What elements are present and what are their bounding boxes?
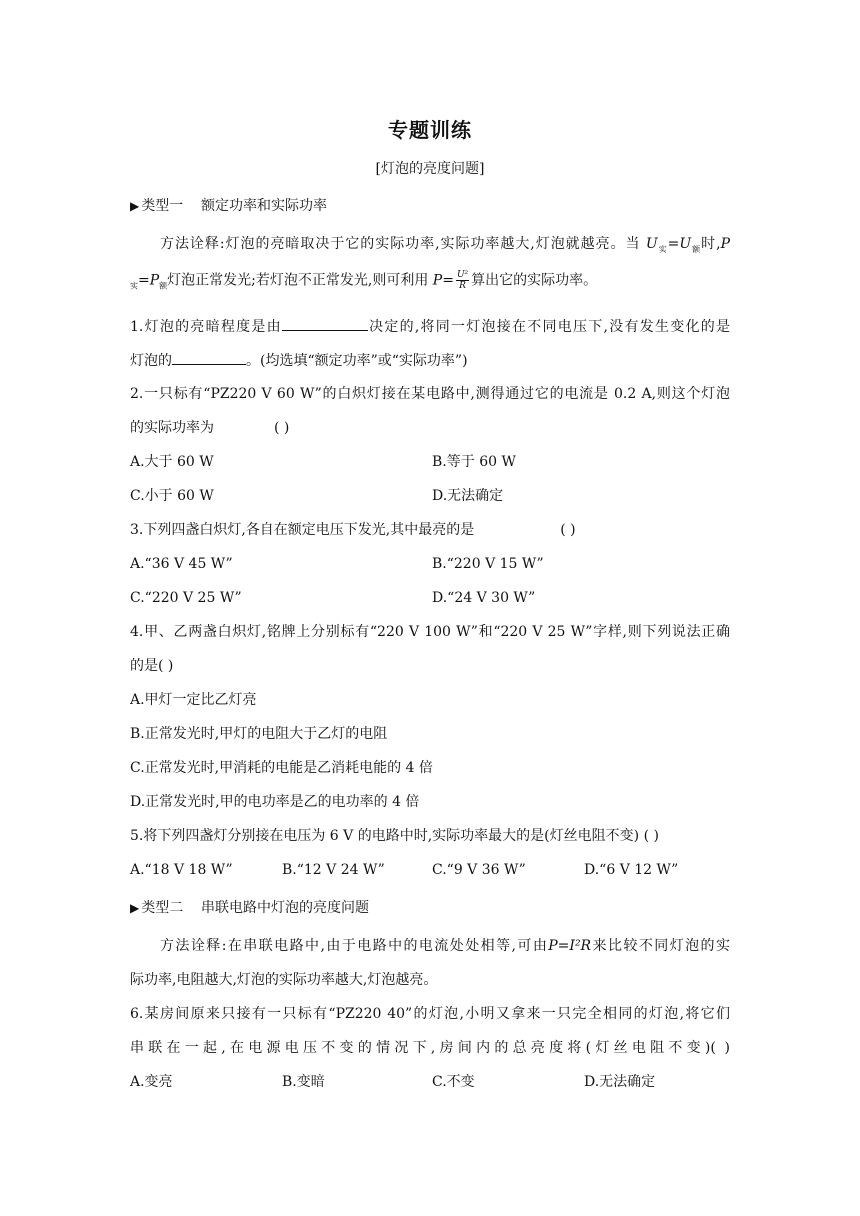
option-a[interactable]: A.甲灯一定比乙灯亮 bbox=[130, 692, 257, 708]
option-a[interactable]: A.“18 V 18 W” bbox=[130, 862, 233, 878]
method-text-1b: $_实=P_额$灯泡正常发光;若灯泡不正常发光,则可利用 P= $\frac{\text{U²}}{R}$ 算出它的实际功率。 bbox=[130, 270, 598, 291]
question-5-line-1: 5.将下列四盏灯分别接在电压为 6 V 的电路中时,实际功率最大的是(灯丝电阻不变) ( ) bbox=[130, 828, 659, 844]
option-d[interactable]: D.“6 V 12 W” bbox=[584, 862, 679, 878]
option-b[interactable]: B.等于 60 W bbox=[432, 454, 516, 470]
option-b[interactable]: B.正常发光时,甲灯的电阻大于乙灯的电阻 bbox=[130, 726, 388, 742]
power-formula-fraction: $\frac{\text{U²}}{R}$ bbox=[456, 270, 469, 291]
question-6-line-2: 串联在一起,在电源电压不变的情况下,房间内的总亮度将(灯丝电阻不变)( ) bbox=[130, 1040, 731, 1056]
option-d[interactable]: D.无法确定 bbox=[584, 1074, 656, 1090]
option-c[interactable]: C.“9 V 36 W” bbox=[432, 862, 526, 878]
option-c[interactable]: C.不变 bbox=[432, 1074, 475, 1090]
section-title: 额定功率和实际功率 bbox=[201, 198, 328, 214]
option-b[interactable]: B.“220 V 15 W” bbox=[432, 556, 544, 572]
section-title: 串联电路中灯泡的亮度问题 bbox=[201, 900, 370, 916]
option-b[interactable]: B.“12 V 24 W” bbox=[282, 862, 385, 878]
question-4-line-2: 的是( ) bbox=[130, 658, 174, 674]
answer-blank-2[interactable] bbox=[172, 350, 246, 365]
option-c[interactable]: C.小于 60 W bbox=[130, 488, 214, 504]
answer-bracket[interactable]: ( ) bbox=[274, 420, 290, 436]
option-d[interactable]: D.无法确定 bbox=[432, 488, 504, 504]
answer-bracket[interactable]: ( ) bbox=[560, 522, 576, 538]
answer-bracket[interactable]: ( ) bbox=[643, 828, 659, 844]
answer-bracket[interactable]: ( ) bbox=[710, 1040, 731, 1056]
option-a[interactable]: A.大于 60 W bbox=[130, 454, 214, 470]
question-2-line-2: 的实际功率为 ( ) bbox=[130, 420, 290, 436]
option-c[interactable]: C.“220 V 25 W” bbox=[130, 590, 242, 606]
answer-blank-1[interactable] bbox=[282, 316, 368, 331]
triangle-marker-icon: ▶ bbox=[130, 199, 140, 213]
question-2-line-1: 2.一只标有“PZ220 V 60 W”的白炽灯接在某电路中,测得通过它的电流是 0.2 A,则这个灯泡 bbox=[130, 386, 730, 402]
question-1-line-1: 1.灯泡的亮暗程度是由 决定的,将同一灯泡接在不同电压下,没有发生变化的是 bbox=[130, 316, 730, 337]
option-a[interactable]: A.“36 V 45 W” bbox=[130, 556, 233, 572]
section-heading-1 bbox=[130, 196, 730, 216]
method-text-2a: 方法诠释:在串联电路中,由于电路中的电流处处相等,可由P=I²R来比较不同灯泡的实 bbox=[160, 938, 730, 954]
option-d[interactable]: D.“24 V 30 W” bbox=[432, 590, 536, 606]
question-3-line-1: 3.下列四盏白炽灯,各自在额定电压下发光,其中最亮的是 ( ) bbox=[130, 522, 576, 538]
question-6-line-1: 6.某房间原来只接有一只标有“PZ220 40”的灯泡,小明又拿来一只完全相同的灯泡,将它们 bbox=[130, 1006, 730, 1022]
section-label: 类型二 bbox=[141, 900, 184, 916]
section-label: 类型一 bbox=[141, 198, 184, 214]
method-text-1a: 方法诠释:灯泡的亮暗取决于它的实际功率,实际功率越大,灯泡就越亮。当 $U_实=U_额$时,P bbox=[160, 236, 730, 254]
page-subtitle: [灯泡的亮度问题] bbox=[375, 161, 485, 177]
question-1-line-2: 灯泡的 。(均选填“额定功率”或“实际功率”) bbox=[130, 350, 730, 371]
method-text-2b: 际功率,电阻越大,灯泡的实际功率越大,灯泡越亮。 bbox=[130, 972, 438, 988]
option-b[interactable]: B.变暗 bbox=[282, 1074, 325, 1090]
option-a[interactable]: A.变亮 bbox=[130, 1074, 173, 1090]
question-4-line-1: 4.甲、乙两盏白炽灯,铭牌上分别标有“220 V 100 W”和“220 V 25 W”字样,则下列说法正确 bbox=[130, 624, 730, 640]
page-title: 专题训练 bbox=[388, 118, 472, 142]
section-heading-2 bbox=[130, 898, 730, 918]
triangle-marker-icon: ▶ bbox=[130, 901, 140, 915]
series-power-formula: P=I²R bbox=[548, 938, 592, 954]
option-d[interactable]: D.正常发光时,甲的电功率是乙的电功率的 4 倍 bbox=[130, 794, 420, 810]
option-c[interactable]: C.正常发光时,甲消耗的电能是乙消耗电能的 4 倍 bbox=[130, 760, 433, 776]
